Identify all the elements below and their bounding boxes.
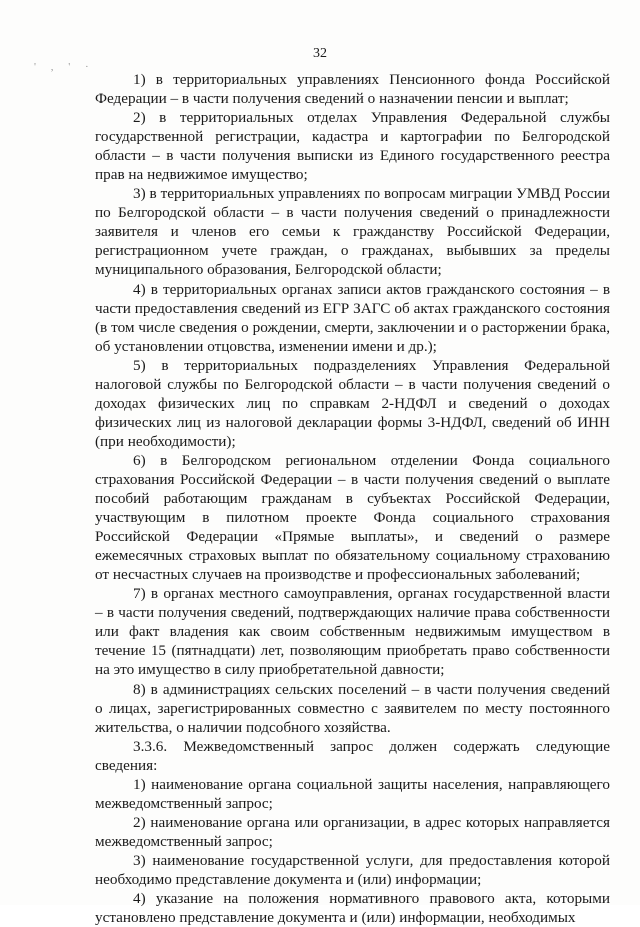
document-body — [95, 70, 610, 927]
request-field-1: 1) наименование органа социальной защиты населения, направляющего межведомственный запрос; — [95, 775, 610, 812]
paragraph-item-2-rosreestr: 2) в территориальных отделах Управления Федеральной службы государственной регистрации, кадастра и картографии по Белгородской области – в части получения выписки из Единого государственного реестра прав на недвижимое имущество; — [95, 109, 610, 184]
paragraph-item-6-social-insurance: 6) в Белгородском региональном отделении Фонда социального страхования Российской Федерации – в части получения сведений о выплате пособий работающим гражданам в субъектах Российской Федерации, участвующим в пилотном проекте Фонда социального страхования Российской Федерации «Прямые выплаты», и сведений о размере ежемесячных страховых выплат по обязательному социальному страхованию от несчастных случаев на производстве и профессиональных заболеваний; — [95, 451, 610, 584]
paragraph-item-5-tax-service: 5) в территориальных подразделениях Управления Федеральной налоговой службы по Белгородской области – в части получения сведений о доходах физических лиц по справкам 2-НДФЛ и сведений о доходах физических лиц из налоговой декларации формы 3-НДФЛ, сведений об ИНН (при необходимости); — [95, 356, 610, 450]
scan-marks: ' , ' · — [34, 61, 95, 73]
paragraph-item-1-pension-fund: 1) в территориальных управлениях Пенсионного фонда Российской Федерации – в части получения сведений о назначении пенсии и выплат; — [95, 71, 610, 108]
paragraph-item-8-rural-settlements: 8) в администрациях сельских поселений – в части получения сведений о лицах, зарегистрированных совместно с заявителем по месту постоянного жительства, о наличии подсобного хозяйства. — [95, 680, 610, 736]
paragraph-item-7-local-government: 7) в органах местного самоуправления, органах государственной власти – в части получения сведений, подтверждающих наличие права собственности или факт владения как своим собственным недвижимым имуществом в течение 15 (пятнадцати) лет, позволяющим приобретать право собственности на это имущество в силу приобретательной давности; — [95, 585, 610, 679]
section-3-3-6-heading: 3.3.6. Межведомственный запрос должен содержать следующие сведения: — [95, 737, 610, 774]
paragraph-item-3-migration: 3) в территориальных управлениях по вопросам миграции УМВД России по Белгородской области – в части получения сведений о принадлежности заявителя и членов его семьи к гражданству Российской Федерации, регистрационном учете граждан, о гражданах, выбывших за пределы муниципального образования, Белгородской области; — [95, 185, 610, 279]
paragraph-item-4-zags: 4) в территориальных органах записи актов гражданского состояния – в части предоставления сведений из ЕГР ЗАГС об актах гражданского состояния (в том числе сведения о рождении, смерти, заключении и о расторжении брака, об установлении отцовства, изменении имени и др.); — [95, 280, 610, 355]
page-number: 32 — [313, 46, 327, 61]
request-field-3: 3) наименование государственной услуги, для предоставления которой необходимо представление документа и (или) информации; — [95, 851, 610, 888]
request-field-2: 2) наименование органа или организации, в адрес которых направляется межведомственный запрос; — [95, 813, 610, 850]
request-field-4: 4) указание на положения нормативного правового акта, которыми установлено представление документа и (или) информации, необходимых — [95, 890, 610, 927]
